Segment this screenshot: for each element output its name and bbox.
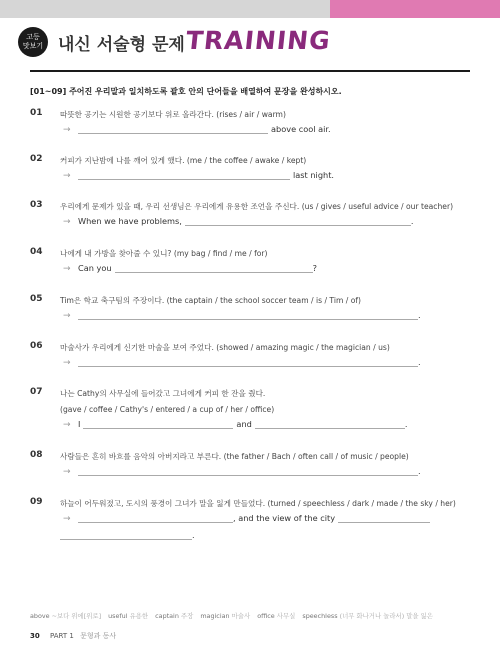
answer-line (78, 419, 407, 429)
header-bar (0, 0, 500, 18)
answer-line (78, 513, 430, 523)
badge-line1: 고등 (26, 33, 40, 41)
answer-end: ? (312, 263, 317, 273)
answer-line (78, 263, 317, 273)
page-number: 30 (30, 632, 40, 640)
answer-line (78, 124, 331, 134)
answer-line-2 (60, 530, 195, 540)
answer-blank[interactable] (78, 466, 418, 476)
page-title: 내신 서술형 문제 (58, 35, 185, 55)
answer-middle: and (236, 419, 252, 429)
answer-blank-1[interactable] (83, 419, 233, 429)
item-question: 하늘이 어두워졌고, 도시의 풍경이 그녀가 말을 잃게 만들었다. (turned / speechless / dark / made / the sky / her) (60, 499, 456, 508)
item-number: 02 (30, 154, 43, 164)
item-question: Tim은 학교 축구팀의 주장이다. (the captain / the school soccer team / is / Tim / of) (60, 296, 362, 305)
answer-blank[interactable] (185, 216, 411, 226)
item-number: 04 (30, 247, 43, 257)
vocab-meaning: 마술사 (231, 612, 251, 620)
arrow-icon: → (63, 217, 71, 227)
vocab-meaning: 유용한 (129, 612, 149, 620)
instruction-text: [01~09] 주어진 우리말과 일치하도록 괄호 안의 단어들을 배열하여 문장을 완성하시오. (30, 87, 342, 96)
vocab-word: magician (200, 612, 230, 620)
answer-prefix: When we have problems, (78, 216, 182, 226)
answer-end: . (418, 466, 421, 476)
header-bar-pink (330, 0, 500, 18)
arrow-icon: → (63, 264, 71, 274)
answer-blank[interactable] (78, 357, 418, 367)
level-badge (18, 27, 48, 57)
answer-blank[interactable] (78, 310, 418, 320)
answer-line (78, 170, 334, 180)
answer-blank-3[interactable] (60, 530, 192, 540)
answer-line (78, 466, 421, 476)
answer-end: . (418, 357, 421, 367)
answer-end: . (410, 216, 414, 226)
item-question: 커피가 지난밤에 나를 깨어 있게 했다. (me / the coffee / awake / kept) (60, 156, 307, 165)
answer-blank[interactable] (115, 263, 313, 273)
answer-middle: , and the view of the city (233, 513, 336, 523)
item-number: 03 (30, 200, 43, 210)
answer-prefix: Can you (78, 263, 112, 273)
answer-suffix: above cool air. (271, 124, 331, 134)
item-question-words: (gave / coffee / Cathy's / entered / a cup of / her / office) (60, 405, 275, 414)
item-question: 우리에게 문제가 있을 때, 우리 선생님은 우리에게 유용한 조언을 주신다. (us / gives / useful advice / our teacher) (60, 202, 454, 211)
vocab-word: captain (155, 612, 179, 620)
answer-blank-1[interactable] (78, 513, 233, 523)
item-number: 06 (30, 341, 43, 351)
arrow-icon: → (63, 467, 71, 477)
item-number: 05 (30, 294, 43, 304)
answer-line (78, 357, 421, 367)
answer-end: . (404, 419, 408, 429)
item-number: 08 (30, 450, 43, 460)
answer-blank[interactable] (78, 170, 290, 180)
item-question: 나에게 내 가방을 찾아줄 수 있니? (my bag / find / me / for) (60, 249, 268, 258)
item-question: 사람들은 흔히 바흐를 음악의 아버지라고 부른다. (the father / Bach / often call / of music / people) (60, 452, 409, 461)
answer-suffix: last night. (293, 170, 335, 180)
badge-line2: 맛보기 (22, 42, 44, 50)
arrow-icon: → (63, 171, 71, 181)
item-number: 09 (30, 497, 43, 507)
answer-prefix: I (78, 419, 81, 429)
vocab-meaning: 주장 (180, 612, 194, 620)
vocab-meaning: 사무실 (276, 612, 296, 620)
answer-line (78, 310, 421, 320)
item-number: 07 (30, 387, 43, 397)
arrow-icon: → (63, 358, 71, 368)
training-logo: TRAINING (184, 26, 333, 55)
answer-blank-2[interactable] (338, 513, 430, 523)
header-bar-gray (0, 0, 330, 18)
vocab-word: above (30, 612, 50, 620)
answer-blank-2[interactable] (255, 419, 405, 429)
page-footer (30, 631, 116, 641)
arrow-icon: → (63, 125, 71, 135)
answer-blank[interactable] (78, 124, 268, 134)
arrow-icon: → (63, 420, 71, 430)
header-divider (30, 70, 470, 72)
vocab-word: useful (108, 612, 128, 620)
part-label: PART 1 (49, 632, 74, 640)
answer-end: . (192, 530, 195, 540)
section-label: 문형과 동사 (80, 632, 117, 640)
vocab-meaning: (너무 화나거나 놀라서) 말을 잃은 (339, 612, 433, 620)
item-question: 나는 Cathy의 사무실에 들어갔고 그녀에게 커피 한 잔을 줬다. (60, 389, 266, 398)
vocabulary-list (30, 611, 438, 620)
item-question: 마술사가 우리에게 신기한 마술을 보여 주었다. (showed / amazing magic / the magician / us) (60, 343, 390, 352)
item-number: 01 (30, 108, 43, 118)
arrow-icon: → (63, 311, 71, 321)
vocab-word: office (257, 612, 275, 620)
vocab-word: speechless (302, 612, 338, 620)
answer-line (78, 216, 414, 226)
vocab-meaning: ~보다 위에[위로] (51, 612, 102, 620)
arrow-icon: → (63, 514, 71, 524)
answer-end: . (418, 310, 421, 320)
item-question: 따뜻한 공기는 시원한 공기보다 위로 올라간다. (rises / air / warm) (60, 110, 286, 119)
